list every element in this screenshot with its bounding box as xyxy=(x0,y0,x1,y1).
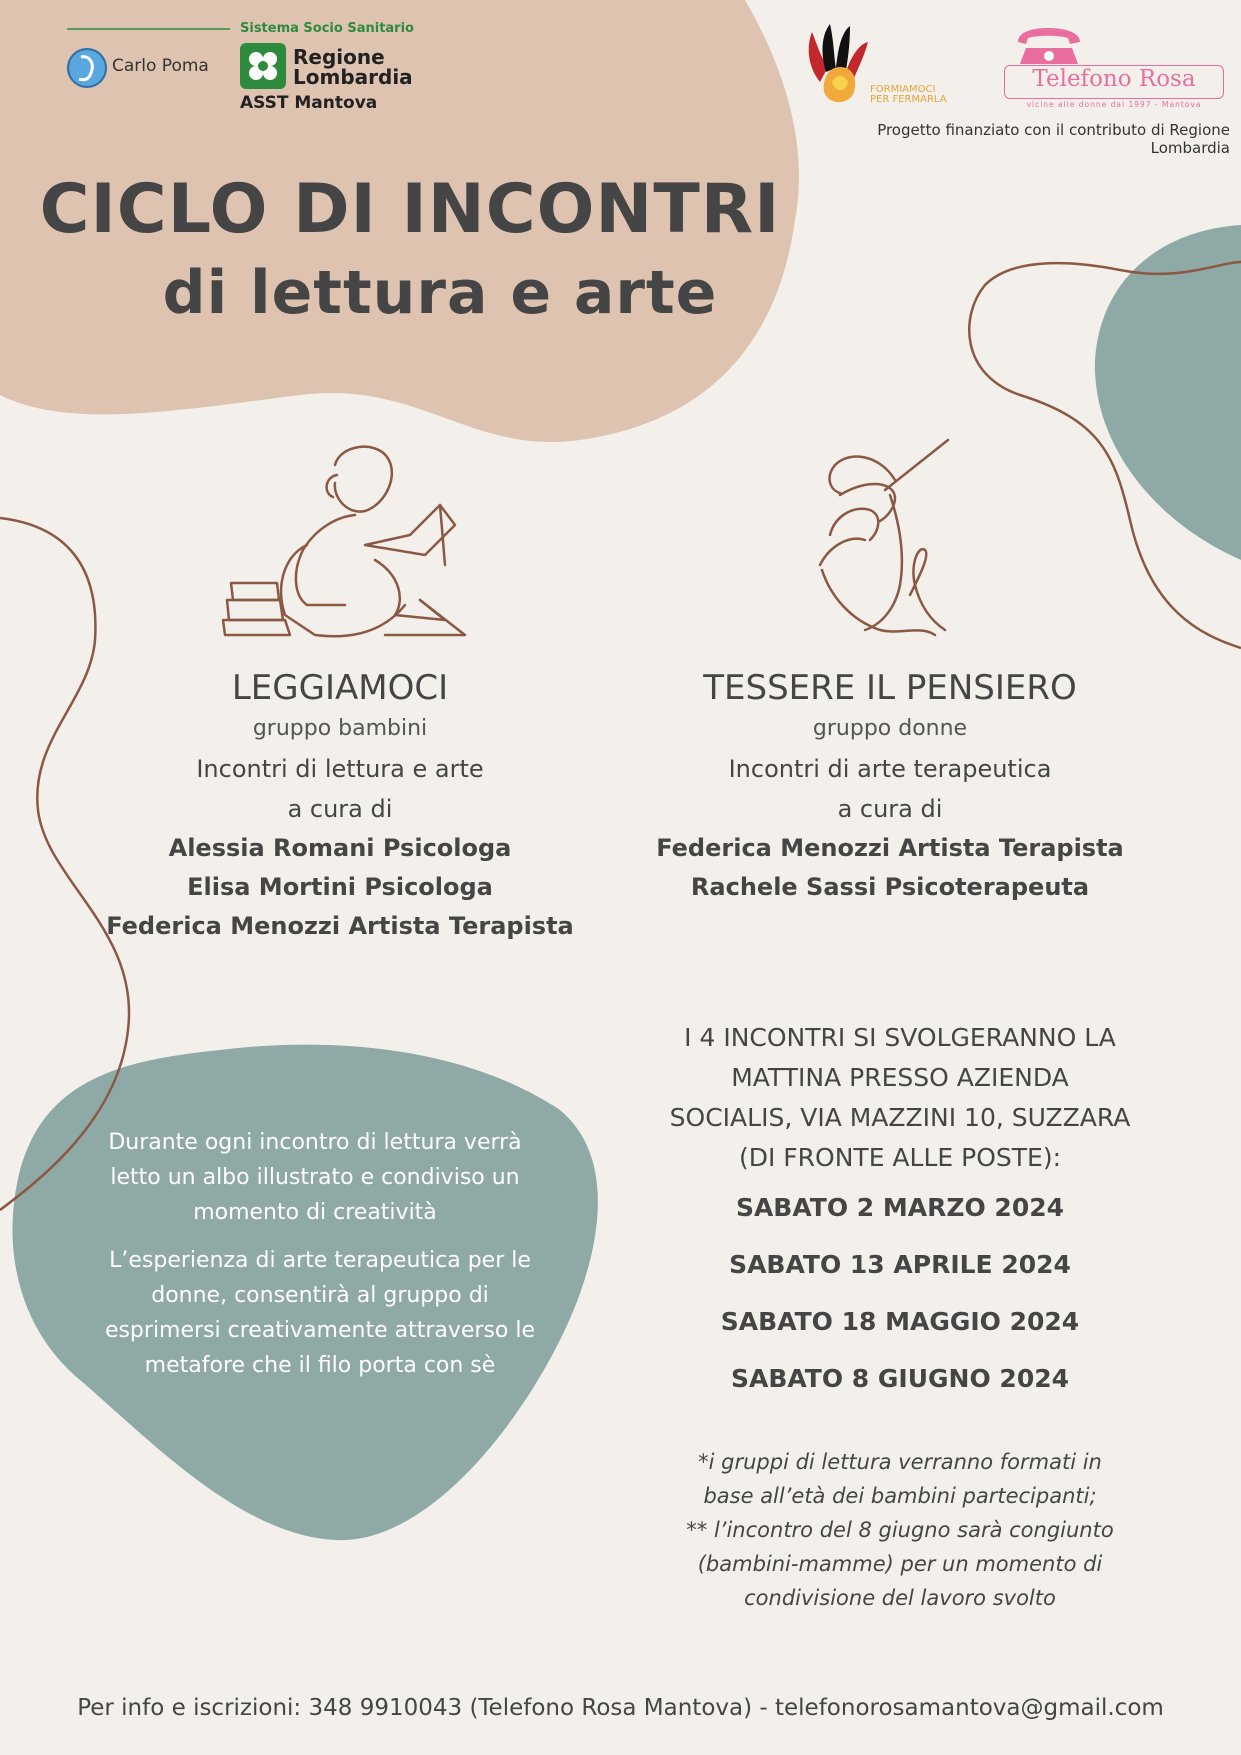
tessere-curated-by: a cura di xyxy=(837,795,943,823)
tessere-description: Incontri di arte terapeutica xyxy=(728,755,1052,783)
meeting-date: SABATO 8 GIUGNO 2024 xyxy=(730,1364,1070,1393)
formiamoci-line1: FORMIAMOCI xyxy=(870,84,936,95)
sistema-socio-sanitario-label: Sistema Socio Sanitario xyxy=(240,21,414,36)
person-name: Federica Menozzi Artista Terapista xyxy=(106,912,574,940)
child-reading-illustration xyxy=(215,435,505,645)
leggiamoci-subtitle: gruppo bambini xyxy=(252,716,428,741)
reading-description: Durante ogni incontro di lettura verrà letto un albo illustrato e condiviso un momento di creatività xyxy=(108,1130,522,1225)
regione-line1: Regione xyxy=(293,45,385,69)
schedule-intro-line: MATTINA PRESSO AZIENDA xyxy=(731,1063,1069,1092)
page-subtitle: di lettura e arte xyxy=(162,258,718,328)
formiamoci-hands-logo xyxy=(800,22,880,110)
asst-mantova-label: ASST Mantova xyxy=(240,93,378,113)
tessere-section xyxy=(650,668,1130,907)
regione-line2: Lombardia xyxy=(293,65,413,89)
regione-lombardia-name xyxy=(293,47,413,87)
leggiamoci-description: Incontri di lettura e arte xyxy=(196,755,484,783)
tessere-title: TESSERE IL PENSIERO xyxy=(703,668,1077,708)
schedule-intro-line: I 4 INCONTRI SI SVOLGERANNO LA xyxy=(684,1023,1116,1052)
meeting-date: SABATO 18 MAGGIO 2024 xyxy=(720,1307,1080,1336)
art-therapy-description: L’esperienza di arte terapeutica per le donne, consentirà al gruppo di esprimersi creativamente attraverso le metafore che il filo porta con sè xyxy=(104,1248,536,1378)
person-name: Elisa Mortini Psicologa xyxy=(187,873,493,901)
person-name: Rachele Sassi Psicoterapeuta xyxy=(690,873,1090,901)
note-line: ** l’incontro del 8 giugno sarà congiunto xyxy=(686,1518,1114,1542)
regione-lombardia-icon xyxy=(240,43,286,89)
schedule-intro-line: SOCIALIS, VIA MAZZINI 10, SUZZARA xyxy=(669,1103,1131,1132)
person-name: Federica Menozzi Artista Terapista xyxy=(656,834,1124,862)
carlo-poma-name: Carlo Poma xyxy=(112,56,209,76)
page-title: CICLO DI INCONTRI xyxy=(39,170,781,249)
schedule-section xyxy=(640,1018,1160,1399)
funding-note: Progetto finanziato con il contributo di Regione Lombardia xyxy=(877,121,1230,157)
note-line: (bambini-mamme) per un momento di xyxy=(697,1552,1103,1576)
formiamoci-line2: PER FERMARLA xyxy=(870,94,947,105)
telefono-rosa-name: Telefono Rosa xyxy=(1032,66,1196,92)
telefono-rosa-tagline: vicine alle donne dal 1997 - Mantova xyxy=(1026,100,1202,109)
person-name: Alessia Romani Psicologa xyxy=(168,834,512,862)
telephone-icon xyxy=(1012,26,1086,66)
hands-sewing-illustration xyxy=(810,435,960,645)
tessere-subtitle: gruppo donne xyxy=(812,716,968,741)
note-line: condivisione del lavoro svolto xyxy=(744,1586,1056,1610)
meeting-date: SABATO 13 APRILE 2024 xyxy=(729,1250,1071,1279)
note-line: base all’età dei bambini partecipanti; xyxy=(703,1484,1097,1508)
schedule-intro-line: (DI FRONTE ALLE POSTE): xyxy=(738,1143,1062,1172)
leggiamoci-title: LEGGIAMOCI xyxy=(231,668,449,708)
leggiamoci-curated-by: a cura di xyxy=(287,795,393,823)
formiamoci-name xyxy=(870,85,947,105)
notes-section xyxy=(660,1445,1140,1615)
contact-footer: Per info e iscrizioni: 348 9910043 (Telefono Rosa Mantova) - telefonorosamantova@gmail.com xyxy=(77,1695,1164,1721)
meeting-date: SABATO 2 MARZO 2024 xyxy=(735,1193,1065,1222)
leggiamoci-section xyxy=(90,668,590,946)
note-line: *i gruppi di lettura verranno formati in xyxy=(698,1450,1102,1474)
right-teal-blob xyxy=(1095,225,1241,560)
